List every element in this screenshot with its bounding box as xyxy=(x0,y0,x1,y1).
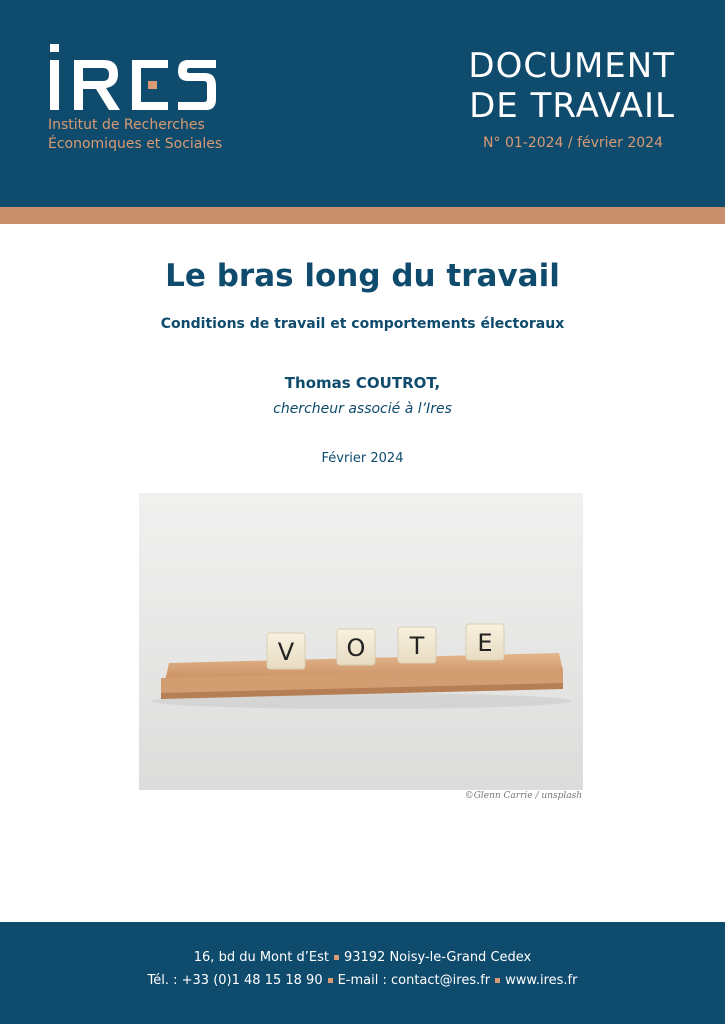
institute-line-1: Institut de Recherches xyxy=(48,117,205,133)
footer-city: 93192 Noisy-le-Grand Cedex xyxy=(343,950,532,965)
tile-v xyxy=(267,633,305,669)
tile-letter-t: T xyxy=(409,632,425,660)
cover-footer xyxy=(0,922,725,1024)
tile-e xyxy=(466,624,504,660)
document-subtitle: Conditions de travail et comportements électoraux xyxy=(160,316,565,332)
tile-letter-o: O xyxy=(346,634,366,662)
footer-address: 16, bd du Mont d’Est xyxy=(193,950,329,965)
cover-header xyxy=(0,0,725,207)
tile-t xyxy=(398,627,436,663)
author-name: Thomas COUTROT, xyxy=(284,374,441,392)
separator-square-icon xyxy=(328,978,333,983)
publication-date: Février 2024 xyxy=(321,451,404,466)
tile-letter-e: E xyxy=(477,629,493,657)
header-accent-band xyxy=(0,207,725,224)
author-affiliation: chercheur associé à l’Ires xyxy=(273,401,452,417)
footer-website[interactable]: www.ires.fr xyxy=(505,973,578,988)
footer-phone: Tél. : +33 (0)1 48 15 18 90 xyxy=(147,973,323,988)
institute-line-2: Économiques et Sociales xyxy=(48,136,223,152)
vote-tiles-illustration xyxy=(139,493,583,790)
separator-square-icon xyxy=(334,955,339,960)
document-type xyxy=(468,46,675,126)
document-title: Le bras long du travail xyxy=(165,258,560,294)
separator-square-icon xyxy=(495,978,500,983)
tile-o xyxy=(337,629,375,665)
doc-type-line-1: DOCUMENT xyxy=(468,46,675,86)
cover-photo xyxy=(139,493,583,790)
document-number: N° 01-2024 / février 2024 xyxy=(483,135,663,151)
tile-letter-v: V xyxy=(277,638,295,666)
footer-address-line xyxy=(0,950,725,965)
photo-credit: ©Glenn Carrie / unsplash xyxy=(464,791,582,801)
footer-email[interactable]: E-mail : contact@ires.fr xyxy=(337,973,491,988)
doc-type-line-2: DE TRAVAIL xyxy=(469,86,675,126)
institute-name xyxy=(48,116,222,154)
footer-contact-line xyxy=(0,973,725,988)
ires-logo xyxy=(48,42,218,112)
